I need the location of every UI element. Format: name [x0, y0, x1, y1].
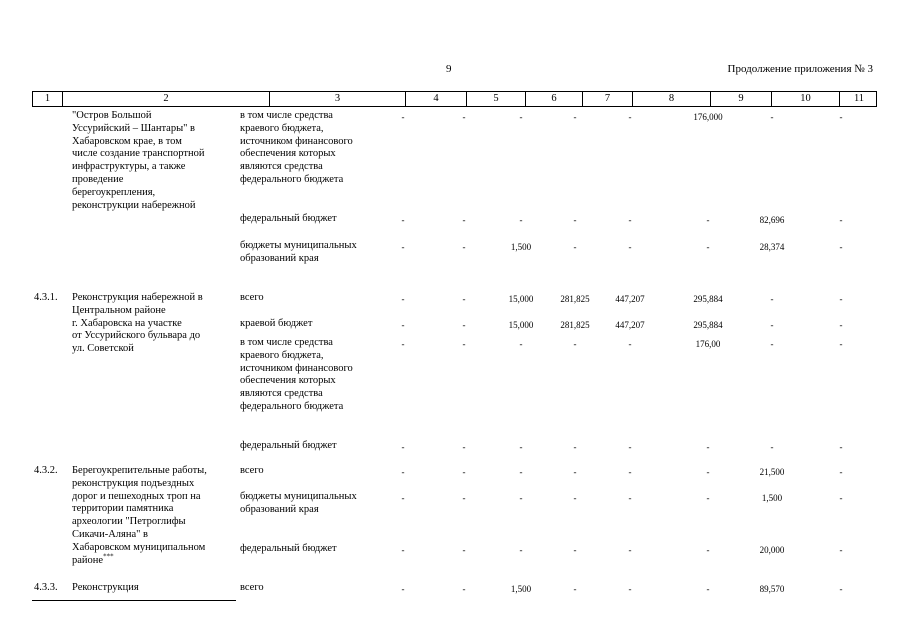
header-col-7: 7 [583, 92, 633, 106]
header-col-4: 4 [406, 92, 467, 106]
value-cell-col-7: - [573, 215, 577, 225]
value-cell-col-5: - [462, 442, 466, 452]
value-cell-col-10: - [770, 294, 774, 304]
header-col-1: 1 [33, 92, 63, 106]
value-cell-col-6: 1,500 [510, 584, 532, 594]
value-cell-col-10: 28,374 [759, 242, 785, 252]
name-line: Сикачи-Аляна" в [72, 528, 149, 540]
value-cell-col-5: - [462, 545, 466, 555]
value-cell-col-8: - [628, 112, 632, 122]
value-cell-col-9: 295,884 [693, 320, 723, 330]
value-cell-col-8: 447,207 [615, 294, 645, 304]
name-line: Уссурийский – Шантары" в [72, 122, 196, 134]
value-cell-col-10: 21,500 [759, 467, 785, 477]
name-line: реконструкции набережной [72, 199, 196, 211]
value-cell-col-7: - [573, 339, 577, 349]
footnote-mark: *** [103, 552, 114, 561]
value-cell-col-9: 176,00 [695, 339, 721, 349]
value-cell-col-8: 447,207 [615, 320, 645, 330]
name-line: реконструкция подъездных [72, 477, 195, 489]
value-cell-col-4: - [401, 545, 405, 555]
value-cell-col-11: - [839, 294, 843, 304]
program-name-b4 [72, 582, 234, 595]
name-line [72, 552, 234, 568]
value-cell-col-6: 15,000 [508, 294, 534, 304]
header-col-8: 8 [633, 92, 711, 106]
value-cell-col-6: - [519, 493, 523, 503]
value-cell-col-9: - [706, 584, 710, 594]
value-cell-col-10: 89,570 [759, 584, 785, 594]
value-cell-col-10: - [770, 442, 774, 452]
value-cell-col-11: - [839, 545, 843, 555]
value-cell-col-9: - [706, 215, 710, 225]
name-line-text: районе [72, 554, 104, 566]
value-cell-col-6: - [519, 339, 523, 349]
value-cell-col-11: - [839, 242, 843, 252]
name-line: Хабаровском муниципальном [72, 541, 206, 553]
page-number: 9 [446, 63, 452, 75]
value-cell-col-6: - [519, 467, 523, 477]
value-cell-col-11: - [839, 339, 843, 349]
value-cell-col-7: - [573, 112, 577, 122]
header-col-10: 10 [772, 92, 840, 106]
value-cell-col-11: - [839, 320, 843, 330]
value-cell-col-11: - [839, 584, 843, 594]
name-line: Центральном районе [72, 304, 166, 316]
name-line: от Уссурийского бульвара до [72, 330, 201, 342]
value-cell-col-4: - [401, 320, 405, 330]
value-cell-col-4: - [401, 442, 405, 452]
table-header [32, 91, 877, 107]
name-line: Берегоукрепительные работы, [72, 465, 207, 476]
program-name-b3 [72, 465, 234, 567]
name-line: дорог и пешеходных троп на [72, 490, 201, 502]
source-b1-r2: федеральный бюджет [240, 213, 337, 224]
value-cell-col-11: - [839, 215, 843, 225]
value-cell-col-9: 176,000 [693, 112, 723, 122]
value-cell-col-9: - [706, 242, 710, 252]
name-line: "Остров Большой [72, 110, 152, 121]
source-b2-r1: всего [240, 292, 264, 303]
value-cell-col-5: - [462, 242, 466, 252]
value-cell-col-9: - [706, 467, 710, 477]
header-col-5: 5 [467, 92, 526, 106]
value-cell-col-7: 281,825 [560, 294, 590, 304]
value-cell-col-8: - [628, 339, 632, 349]
name-line: г. Хабаровска на участке [72, 317, 182, 329]
source-b4-r1: всего [240, 582, 264, 593]
value-cell-col-8: - [628, 584, 632, 594]
value-cell-col-9: 295,884 [693, 294, 723, 304]
header-col-2: 2 [63, 92, 270, 106]
value-cell-col-11: - [839, 467, 843, 477]
value-cell-col-9: - [706, 442, 710, 452]
value-cell-col-7: 281,825 [560, 320, 590, 330]
value-cell-col-11: - [839, 493, 843, 503]
name-line: ул. Советской [72, 343, 134, 355]
source-b3-r3: федеральный бюджет [240, 543, 337, 554]
value-cell-col-5: - [462, 320, 466, 330]
continuation-label: Продолжение приложения № 3 [727, 63, 873, 75]
value-cell-col-7: - [573, 584, 577, 594]
value-cell-col-6: 1,500 [510, 242, 532, 252]
value-cell-col-8: - [628, 545, 632, 555]
value-cell-col-4: - [401, 112, 405, 122]
value-cell-col-7: - [573, 545, 577, 555]
name-line: археологии "Петроглифы [72, 516, 186, 528]
name-line: инфраструктуры, а также [72, 161, 186, 173]
value-cell-col-4: - [401, 584, 405, 594]
value-cell-col-7: - [573, 242, 577, 252]
value-cell-col-10: - [770, 320, 774, 330]
source-b3-r2: бюджеты муниципальных образований края [240, 491, 357, 515]
header-col-6: 6 [526, 92, 583, 106]
value-cell-col-5: - [462, 339, 466, 349]
item-code-432: 4.3.2. [34, 465, 58, 476]
value-cell-col-9: - [706, 545, 710, 555]
value-cell-col-4: - [401, 467, 405, 477]
value-cell-col-8: - [628, 467, 632, 477]
value-cell-col-6: - [519, 442, 523, 452]
value-cell-col-10: - [770, 339, 774, 349]
value-cell-col-4: - [401, 242, 405, 252]
program-name-b2 [72, 292, 234, 356]
value-cell-col-9: - [706, 493, 710, 503]
source-b1-r1: в том числе средства краевого бюджета, источником финансового обеспечения которых являются средства федерального бюджета [240, 110, 353, 185]
name-line: Реконструкция [72, 582, 139, 593]
item-code-433: 4.3.3. [34, 582, 58, 593]
name-line: числе создание транспортной [72, 148, 205, 160]
value-cell-col-5: - [462, 584, 466, 594]
value-cell-col-8: - [628, 493, 632, 503]
value-cell-col-7: - [573, 467, 577, 477]
value-cell-col-11: - [839, 442, 843, 452]
name-line: Реконструкция набережной в [72, 292, 203, 303]
source-b2-r2: краевой бюджет [240, 318, 313, 329]
value-cell-col-5: - [462, 294, 466, 304]
item-code-431: 4.3.1. [34, 292, 58, 303]
value-cell-col-6: - [519, 215, 523, 225]
value-cell-col-10: 82,696 [759, 215, 785, 225]
name-line: территории памятника [72, 503, 174, 515]
value-cell-col-5: - [462, 215, 466, 225]
value-cell-col-8: - [628, 215, 632, 225]
value-cell-col-4: - [401, 215, 405, 225]
value-cell-col-6: - [519, 545, 523, 555]
value-cell-col-4: - [401, 493, 405, 503]
value-cell-col-11: - [839, 112, 843, 122]
value-cell-col-4: - [401, 294, 405, 304]
name-line: Хабаровском крае, в том [72, 135, 182, 147]
value-cell-col-10: 20,000 [759, 545, 785, 555]
value-cell-col-6: - [519, 112, 523, 122]
source-b3-r1: всего [240, 465, 264, 476]
value-cell-col-4: - [401, 339, 405, 349]
value-cell-col-8: - [628, 242, 632, 252]
value-cell-col-7: - [573, 442, 577, 452]
name-line: проведение [72, 173, 124, 185]
value-cell-col-7: - [573, 493, 577, 503]
value-cell-col-5: - [462, 467, 466, 477]
value-cell-col-10: 1,500 [761, 493, 783, 503]
source-b2-r3: в том числе средства краевого бюджета, источником финансового обеспечения которых являются средства федерального бюджета [240, 337, 353, 412]
header-col-3: 3 [270, 92, 406, 106]
name-line: берегоукрепления, [72, 186, 156, 198]
value-cell-col-6: 15,000 [508, 320, 534, 330]
value-cell-col-5: - [462, 112, 466, 122]
value-cell-col-5: - [462, 493, 466, 503]
value-cell-col-10: - [770, 112, 774, 122]
value-cell-col-8: - [628, 442, 632, 452]
source-b1-r3: бюджеты муниципальных образований края [240, 240, 357, 264]
header-col-11: 11 [853, 93, 865, 104]
header-col-9: 9 [711, 92, 772, 106]
source-b2-r4: федеральный бюджет [240, 440, 337, 451]
program-name-b1 [72, 110, 234, 212]
page-bottom-rule [32, 600, 236, 601]
